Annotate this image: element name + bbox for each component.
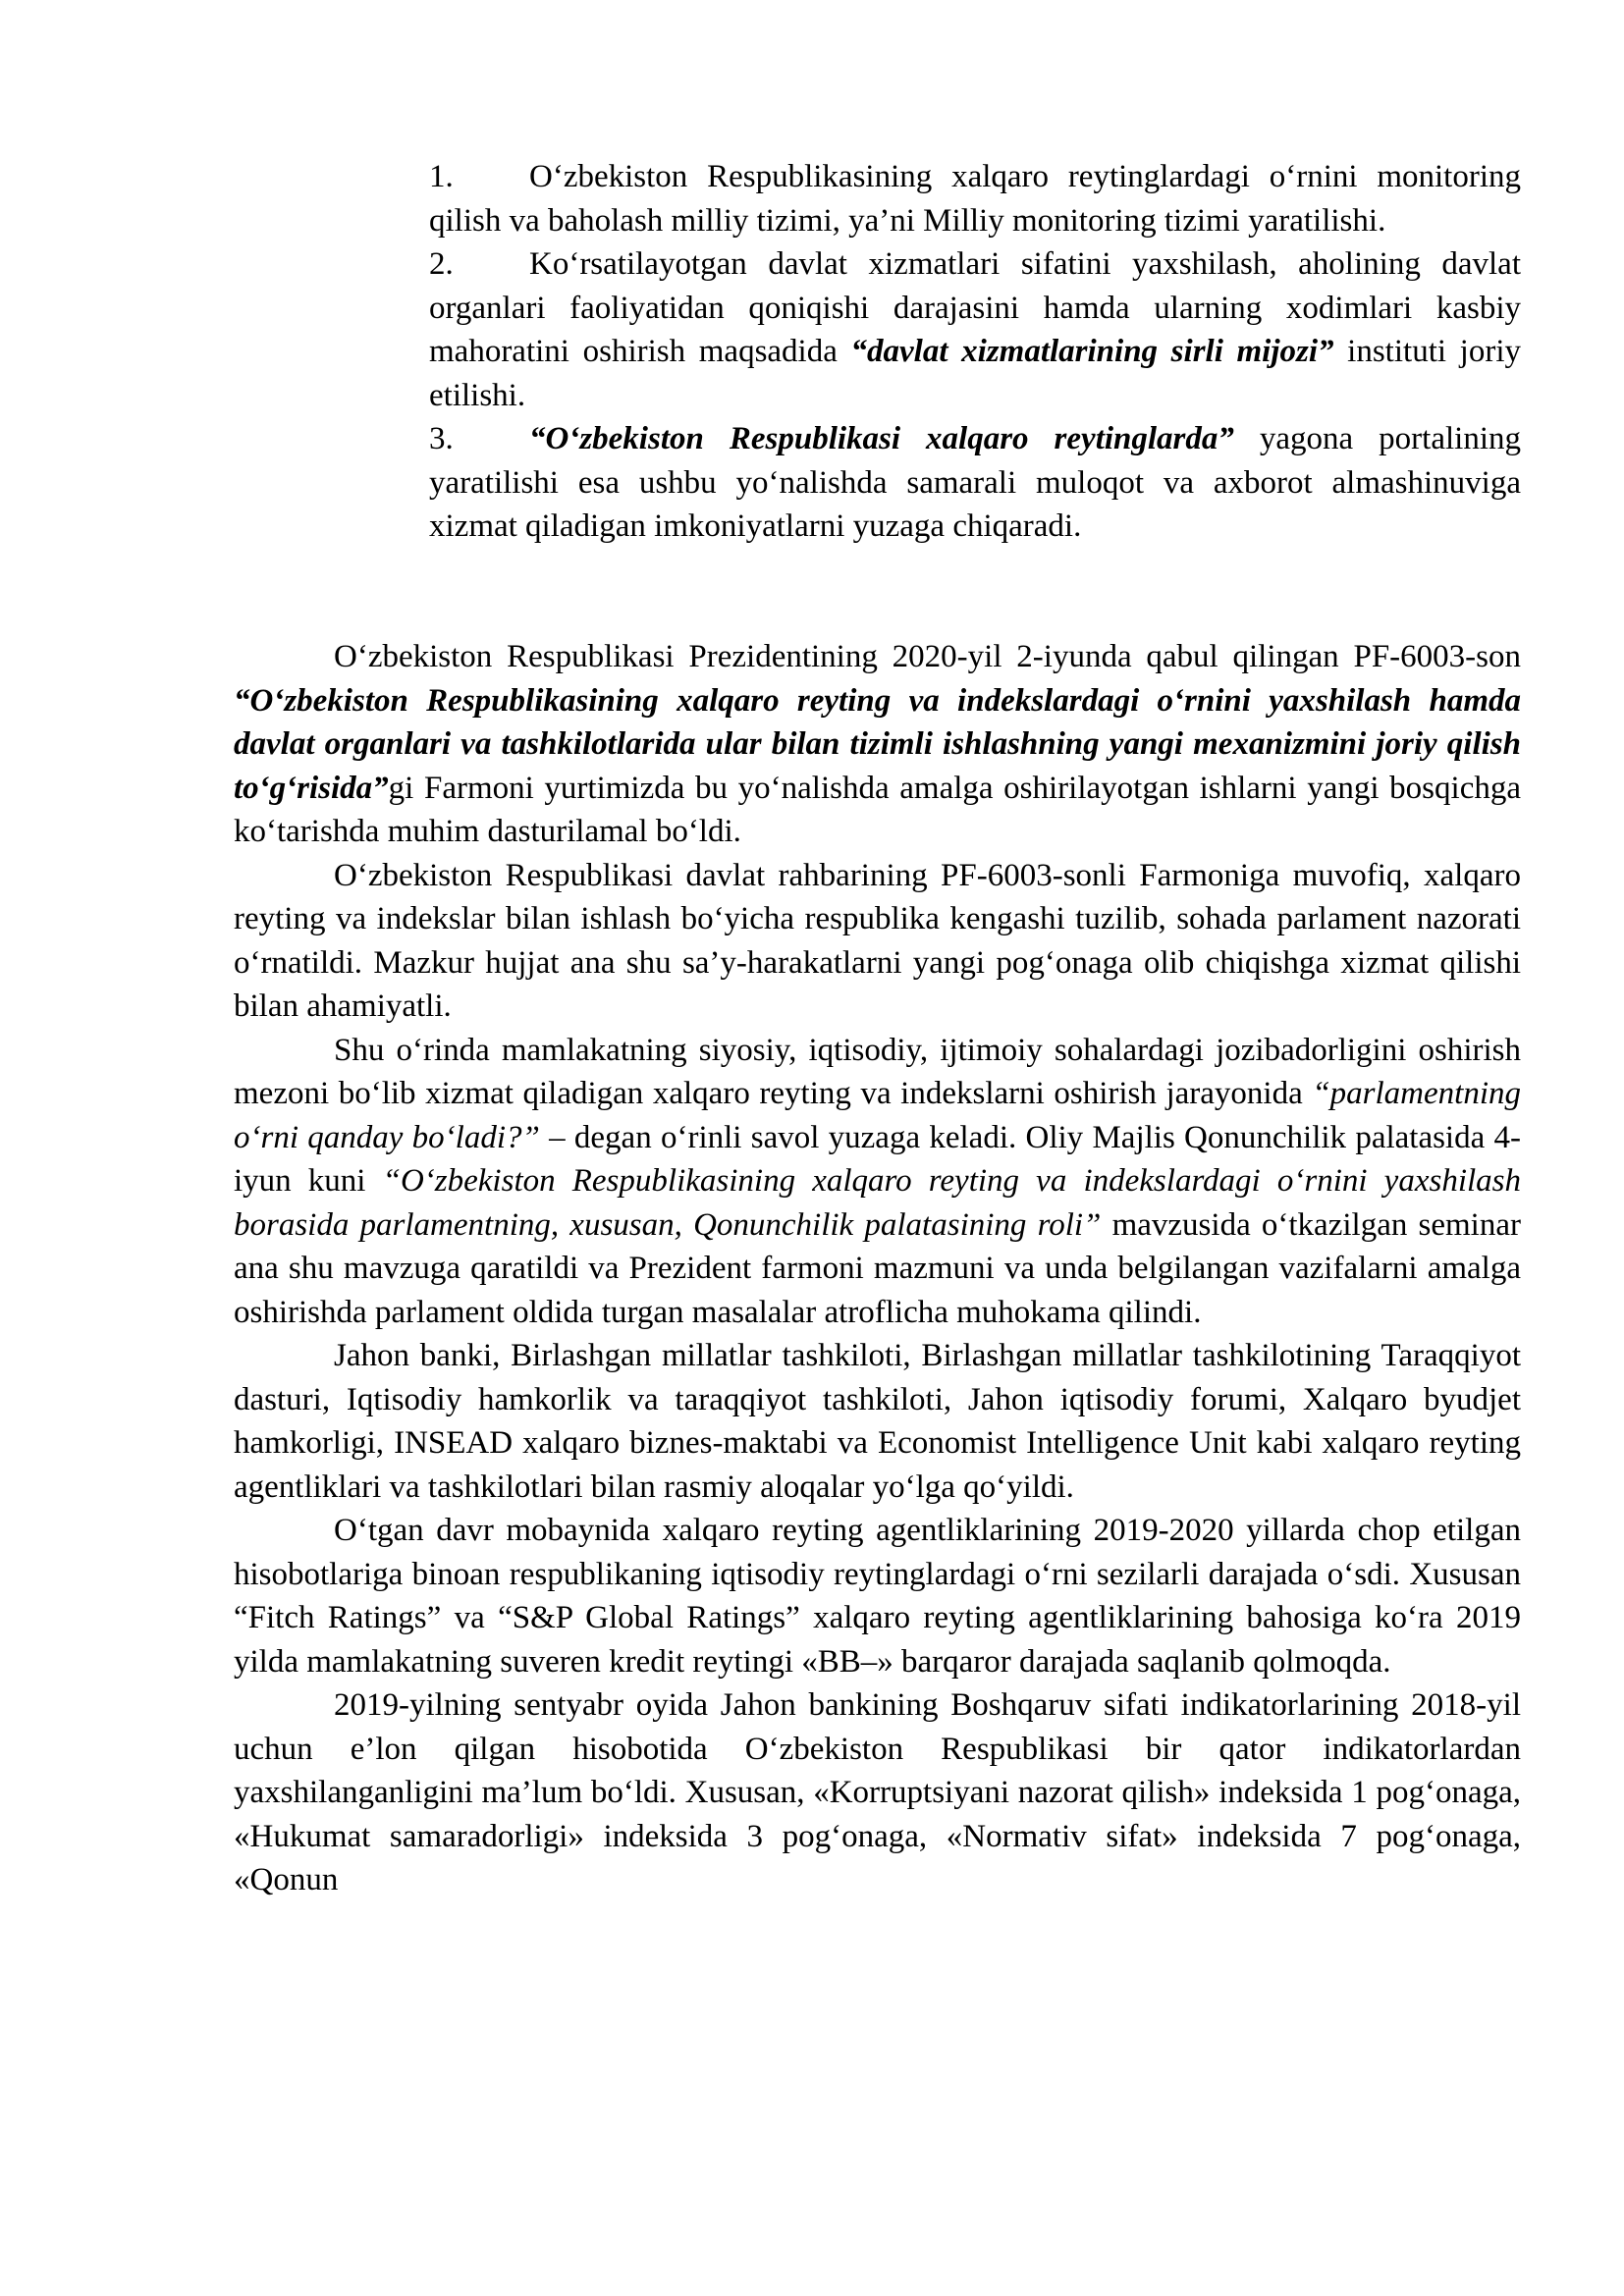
list-item <box>429 417 1521 549</box>
paragraph-text: gi Farmoni yurtimizda bu yo‘nalishda amalga oshirilayotgan ishlarni yangi bosqichga ko‘tarishda muhim dasturilamal bo‘ldi. <box>234 770 1521 849</box>
paragraph: 2019-yilning sentyabr oyida Jahon bankining Boshqaruv sifati indikatorlarining 2018-yil uchun e’lon qilgan hisobotida O‘zbekiston Respublikasi bir qator indikatorlardan yaxshilanganligini ma’lum bo‘ldi. Xususan, «Korruptsiyani nazorat qilish» indeksida 1 pog‘onaga, «Hukumat samaradorligi» indeksida 3 pog‘onaga, «Normativ sifat» indeksida 7 pog‘onaga, «Qonun <box>234 1687 1521 1897</box>
paragraph-text: mavzusida o‘tkazilgan seminar ana shu mavzuga qaratildi va Prezident farmoni mazmuni va unda belgilangan vazifalarni amalga oshirishda parlament oldida turgan masalalar atroflicha muhokama qilindi. <box>234 1206 1521 1330</box>
paragraph: Jahon banki, Birlashgan millatlar tashkiloti, Birlashgan millatlar tashkilotining Taraqqiyot dasturi, Iqtisodiy hamkorlik va taraqqiyot tashkiloti, Jahon iqtisodiy forumi, Xalqaro byudjet hamkorligi, INSEAD xalqaro biznes-maktabi va Economist Intelligence Unit kabi xalqaro reyting agentliklari va tashkilotlari bilan rasmiy aloqalar yo‘lga qo‘yildi. <box>234 1338 1521 1505</box>
quoted-question: “parlamentning o‘rni qanday bo‘ladi?” <box>234 1076 1521 1155</box>
numbered-list <box>429 155 1521 549</box>
paragraph-text: Shu o‘rinda mamlakatning siyosiy, iqtisodiy, ijtimoiy sohalardagi jozibadorligini oshirish mezoni bo‘lib xizmat qiladigan xalqaro reyting va indekslarni oshirish jarayonida <box>234 1032 1521 1111</box>
list-item-number: 1. <box>429 159 454 194</box>
list-item-number: 2. <box>429 246 454 282</box>
list-item-emphasis: “O‘zbekiston Respublikasi xalqaro reytinglarda” <box>529 421 1234 456</box>
paragraph: O‘tgan davr mobaynida xalqaro reyting agentliklarining 2019-2020 yillarda chop etilgan hisobotlariga binoan respublikaning iqtisodiy reytinglardagi o‘rni sezilarli darajada o‘sdi. Xususan “Fitch Ratings” va “S&P Global Ratings” xalqaro reyting agentliklarining bahosiga ko‘ra 2019 yilda mamlakatning suveren kredit reytingi «BB–» barqaror darajada saqlanib qolmoqda. <box>234 1513 1521 1680</box>
paragraph-text: – degan o‘rinli savol yuzaga keladi. Oliy Majlis Qonunchilik palatasida 4-iyun kuni <box>234 1119 1522 1199</box>
list-item-emphasis: “davlat xizmatlarining sirli mijozi” <box>850 334 1334 369</box>
list-item <box>429 155 1521 242</box>
paragraph <box>234 1029 1521 1335</box>
list-item-text: O‘zbekiston Respublikasining xalqaro reytinglardagi o‘rnini monitoring qilish va baholash milliy tizimi, ya’ni Milliy monitoring tizimi yaratilishi. <box>429 159 1521 239</box>
list-item-text: yagona portalining yaratilishi esa ushbu yo‘nalishda samarali muloqot va axborot almashinuviga xizmat qiladigan imkoniyatlarni yuzaga chiqaradi. <box>429 421 1521 544</box>
paragraph <box>234 635 1521 854</box>
list-item-number: 3. <box>429 421 454 456</box>
list-item <box>429 242 1521 417</box>
body-text <box>234 635 1521 1902</box>
paragraph: O‘zbekiston Respublikasi davlat rahbarining PF-6003-sonli Farmoniga muvofiq, xalqaro reyting va indekslar bilan ishlash bo‘yicha respublika kengashi tuzilib, sohada parlament nazorati o‘rnatildi. Mazkur hujjat ana shu sa’y-harakatlarni yangi pog‘onaga olib chiqishga xizmat qilishi bilan ahamiyatli. <box>234 857 1521 1024</box>
paragraph-text: O‘zbekiston Respublikasi Prezidentining 2020-yil 2-iyunda qabul qilingan PF-6003-son <box>334 639 1521 674</box>
list-item-text: instituti joriy etilishi. <box>429 334 1521 413</box>
list-item-text: Ko‘rsatilayotgan davlat xizmatlari sifatini yaxshilash, aholining davlat organlari faoliyatidan qoniqishi darajasini hamda ularning xodimlari kasbiy mahoratini oshirish maqsadida <box>429 246 1521 369</box>
seminar-title: “O‘zbekiston Respublikasining xalqaro reyting va indekslardagi o‘rnini yaxshilash borasida parlamentning, xususan, Qonunchilik palatasining roli” <box>234 1163 1521 1243</box>
decree-title: “O‘zbekiston Respublikasining xalqaro reyting va indekslardagi o‘rnini yaxshilash hamda davlat organlari va tashkilotlarida ular bilan tizimli ishlashning yangi mexanizmini joriy qilish to‘g‘risida” <box>234 682 1521 806</box>
